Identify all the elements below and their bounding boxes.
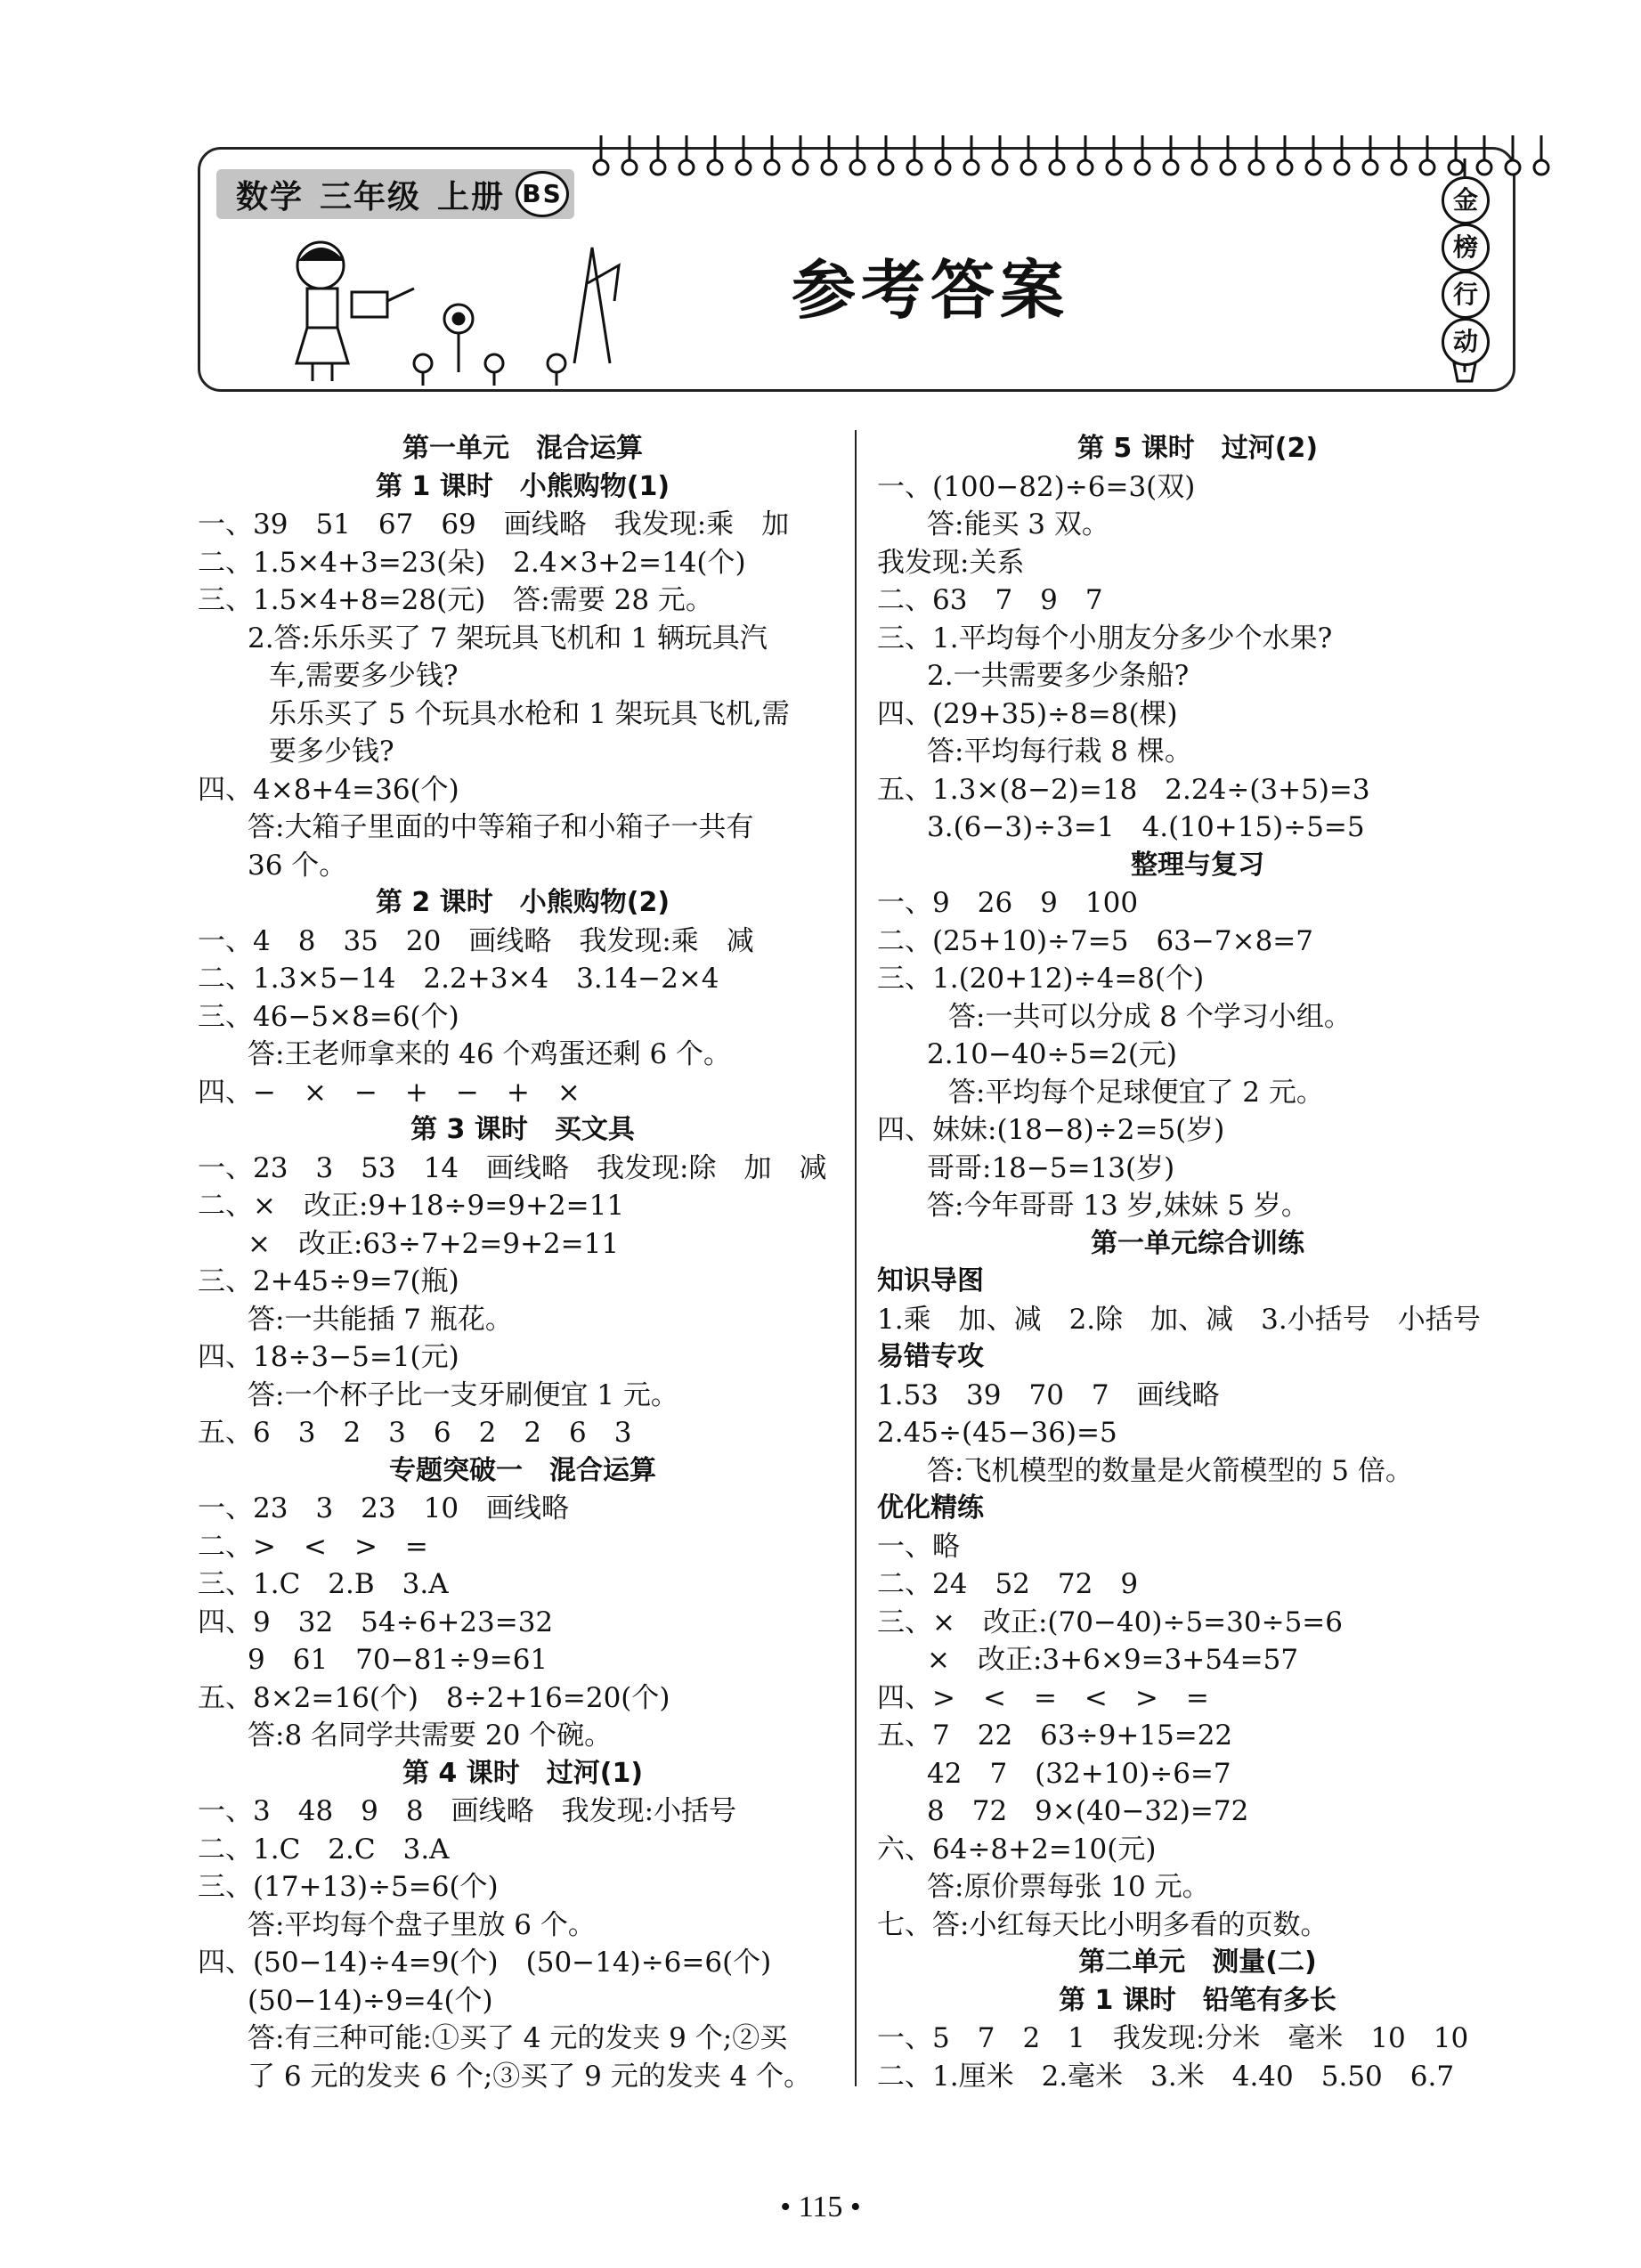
answer-line: 一、9 26 9 100 [877,887,1139,919]
binder-ring [1107,160,1121,175]
answer-line: 答:原价票每张 10 元。 [927,1871,1210,1903]
binder-ring [765,160,779,175]
answer-line: 四、4×8+4=36(个) [198,773,459,806]
answer-line: 三、2+45÷9=7(瓶) [198,1265,459,1297]
binder-ring [1078,160,1093,175]
binder-ring [1363,160,1377,175]
answer-line: 一、23 3 53 14 画线略 我发现:除 加 减 [198,1151,827,1184]
side-badge-char-2: 榜 [1442,224,1490,272]
answer-line: 五、7 22 63÷9+15=22 [877,1719,1233,1752]
answer-line: 哥哥:18−5=13(岁) [927,1151,1175,1184]
answer-line: 一、略 [877,1530,960,1563]
side-badge-char-3: 行 [1442,271,1490,319]
answer-line: 三、1.5×4+8=28(元) 答:需要 28 元。 [198,584,713,616]
answer-line: 答:平均每个足球便宜了 2 元。 [948,1076,1324,1109]
binder-ring [594,160,608,175]
binder-ring [651,160,665,175]
answer-line: 四、妹妹:(18−8)÷2=5(岁) [877,1114,1225,1146]
answer-line: 答:平均每个盘子里放 6 个。 [248,1908,596,1941]
section-title: 第 3 课时 买文具 [410,1114,635,1145]
header-banner [198,147,1515,392]
answer-line: 2.答:乐乐买了 7 架玩具飞机和 1 辆玩具汽 [248,622,768,654]
binder-ring [1021,160,1036,175]
answer-line: 二、> < > = [198,1530,428,1563]
section-title: 整理与复习 [1131,849,1264,881]
section-title: 第 1 课时 铅笔有多长 [1059,1984,1336,2016]
subject-label: 数学 [236,178,305,215]
binder-ring [1192,160,1206,175]
binder-ring [1306,160,1320,175]
answer-line: 2.45÷(45−36)=5 [877,1417,1117,1449]
answer-line: 二、1.3×5−14 2.2+3×4 3.14−2×4 [198,963,719,995]
answer-line: 2.一共需要多少条船? [927,660,1190,692]
page-title: 参考答案 [791,253,1069,328]
side-badge-char-1: 金 [1442,176,1490,224]
answer-line: 二、(25+10)÷7=5 63−7×8=7 [877,924,1313,957]
binder-ring [622,160,637,175]
answer-line: 答:8 名同学共需要 20 个碗。 [248,1719,613,1752]
section-title: 第一单元 混合运算 [402,433,643,464]
answer-line: 了 6 元的发夹 6 个;③买了 9 元的发夹 4 个。 [248,2060,812,2093]
answer-line: 四、9 32 54÷6+23=32 [198,1605,554,1638]
answer-line: 三、1.C 2.B 3.A [198,1568,449,1600]
section-title: 第 4 课时 过河(1) [402,1757,644,1789]
answer-line: × 改正:63÷7+2=9+2=11 [248,1227,620,1260]
answer-line: 一、3 48 9 8 画线略 我发现:小括号 [198,1795,737,1827]
answer-line: 四、(50−14)÷4=9(个) (50−14)÷6=6(个) [198,1947,772,1979]
answer-line: 答:能买 3 双。 [927,508,1109,541]
binder-ring [1335,160,1349,175]
answer-line: 要多少钱? [269,736,394,768]
binder-ring [736,160,751,175]
subsection-heading: 易错专攻 [877,1341,984,1372]
answer-line: 二、1.厘米 2.毫米 3.米 4.40 5.50 6.7 [877,2060,1455,2093]
answer-line: × 改正:3+6×9=3+54=57 [927,1644,1299,1676]
binder-ring [936,160,950,175]
answer-line: 四、− × − + − + × [198,1076,581,1109]
binder-rings [590,135,1561,189]
section-title: 专题突破一 混合运算 [389,1454,656,1486]
binder-ring [822,160,836,175]
answer-line: 答:一个杯子比一支牙刷便宜 1 元。 [248,1378,678,1411]
side-badge-char-4: 动 [1442,318,1490,366]
answer-line: 答:一共能插 7 瓶花。 [248,1303,513,1336]
answer-line: 三、1.平均每个小朋友分多少个水果? [877,622,1333,654]
binder-ring [1050,160,1064,175]
binder-ring [879,160,893,175]
answer-line: 1.乘 加、减 2.除 加、减 3.小括号 小括号 [877,1303,1481,1336]
section-title: 第 2 课时 小熊购物(2) [375,887,670,918]
answer-line: 五、1.3×(8−2)=18 2.24÷(3+5)=3 [877,773,1370,806]
section-title: 第 1 课时 小熊购物(1) [375,470,670,502]
answer-line: 答:大箱子里面的中等箱子和小箱子一共有 [248,811,754,843]
answer-line: 车,需要多少钱? [269,660,459,692]
subsection-heading: 优化精练 [877,1492,984,1524]
answer-line: 42 7 (32+10)÷6=7 [927,1757,1231,1790]
edition-badge: BS [516,171,569,217]
binder-ring [907,160,922,175]
answer-line: 四、18÷3−5=1(元) [198,1341,459,1373]
binder-ring [679,160,694,175]
subject-tab [216,169,574,219]
answer-column-right [877,430,1518,2095]
answer-line: 答:平均每行栽 8 棵。 [927,736,1192,768]
answer-line: 一、23 3 23 10 画线略 [198,1492,570,1524]
answer-line: 一、(100−82)÷6=3(双) [877,470,1196,503]
binder-ring [850,160,865,175]
answer-line: 2.10−40÷5=2(元) [927,1038,1178,1070]
answer-line: 二、× 改正:9+18÷9=9+2=11 [198,1190,625,1222]
answer-line: 三、46−5×8=6(个) [198,1000,459,1033]
answer-line: 二、63 7 9 7 [877,584,1103,616]
answer-line: 36 个。 [248,849,347,882]
section-title: 第 5 课时 过河(2) [1076,433,1319,464]
binder-ring [1420,160,1434,175]
binder-ring [1278,160,1292,175]
column-divider [855,430,857,2086]
answer-line: 三、1.(20+12)÷4=8(个) [877,963,1205,995]
answer-line: 二、1.C 2.C 3.A [198,1833,450,1866]
side-badge [1438,159,1500,386]
answer-line: 七、答:小红每天比小明多看的页数。 [877,1908,1328,1941]
answer-column-left [198,430,848,2095]
binder-ring [1506,160,1520,175]
answer-line: 一、39 51 67 69 画线略 我发现:乘 加 [198,508,790,541]
answer-line: 一、5 7 2 1 我发现:分米 毫米 10 10 [877,2022,1469,2054]
answer-line: 答:今年哥哥 13 岁,妹妹 5 岁。 [927,1190,1309,1222]
grade-label: 三年级 [320,178,422,215]
subsection-heading: 知识导图 [877,1265,984,1297]
binder-ring [1135,160,1150,175]
answer-line: 一、4 8 35 20 画线略 我发现:乘 减 [198,924,754,957]
answer-line: 四、(29+35)÷8=8(棵) [877,697,1178,730]
answer-line: 9 61 70−81÷9=61 [248,1644,548,1676]
girl-watering-flowers-illustration [236,230,735,390]
volume-label: 上册 [437,178,506,215]
answer-line: 五、6 3 2 3 6 2 2 6 3 [198,1417,632,1449]
answer-line: 答:一共可以分成 8 个学习小组。 [948,1000,1352,1033]
answer-line: 二、24 52 72 9 [877,1568,1139,1600]
binder-ring [964,160,979,175]
binder-ring [1221,160,1235,175]
answer-line: 三、(17+13)÷5=6(个) [198,1871,499,1903]
answer-line: 乐乐买了 5 个玩具水枪和 1 架玩具飞机,需 [269,697,790,730]
page-number: • 115 • [780,2191,861,2223]
binder-ring [1249,160,1263,175]
answer-line: 三、× 改正:(70−40)÷5=30÷5=6 [877,1605,1343,1638]
answer-line: 1.53 39 70 7 画线略 [877,1378,1220,1411]
answer-line: 二、1.5×4+3=23(朵) 2.4×3+2=14(个) [198,546,746,579]
answer-line: (50−14)÷9=4(个) [248,1984,493,2017]
binder-ring [1164,160,1178,175]
binder-ring [1392,160,1406,175]
answer-line: 3.(6−3)÷3=1 4.(10+15)÷5=5 [927,811,1365,843]
answer-line: 六、64÷8+2=10(元) [877,1833,1157,1866]
binder-ring [708,160,722,175]
binder-ring [993,160,1007,175]
answer-line: 答:有三种可能:①买了 4 元的发夹 9 个;②买 [248,2022,788,2054]
answer-line: 五、8×2=16(个) 8÷2+16=20(个) [198,1681,670,1714]
answer-line: 答:飞机模型的数量是火箭模型的 5 倍。 [927,1454,1413,1487]
answer-line: 8 72 9×(40−32)=72 [927,1795,1249,1827]
answer-line: 四、> < = < > = [877,1681,1209,1714]
section-title: 第一单元综合训练 [1091,1227,1304,1259]
binder-ring [793,160,808,175]
binder-ring [1534,160,1548,175]
section-title: 第二单元 测量(二) [1078,1947,1317,1978]
answer-line: 我发现:关系 [877,546,1025,579]
answer-line: 答:王老师拿来的 46 个鸡蛋还剩 6 个。 [248,1038,732,1070]
